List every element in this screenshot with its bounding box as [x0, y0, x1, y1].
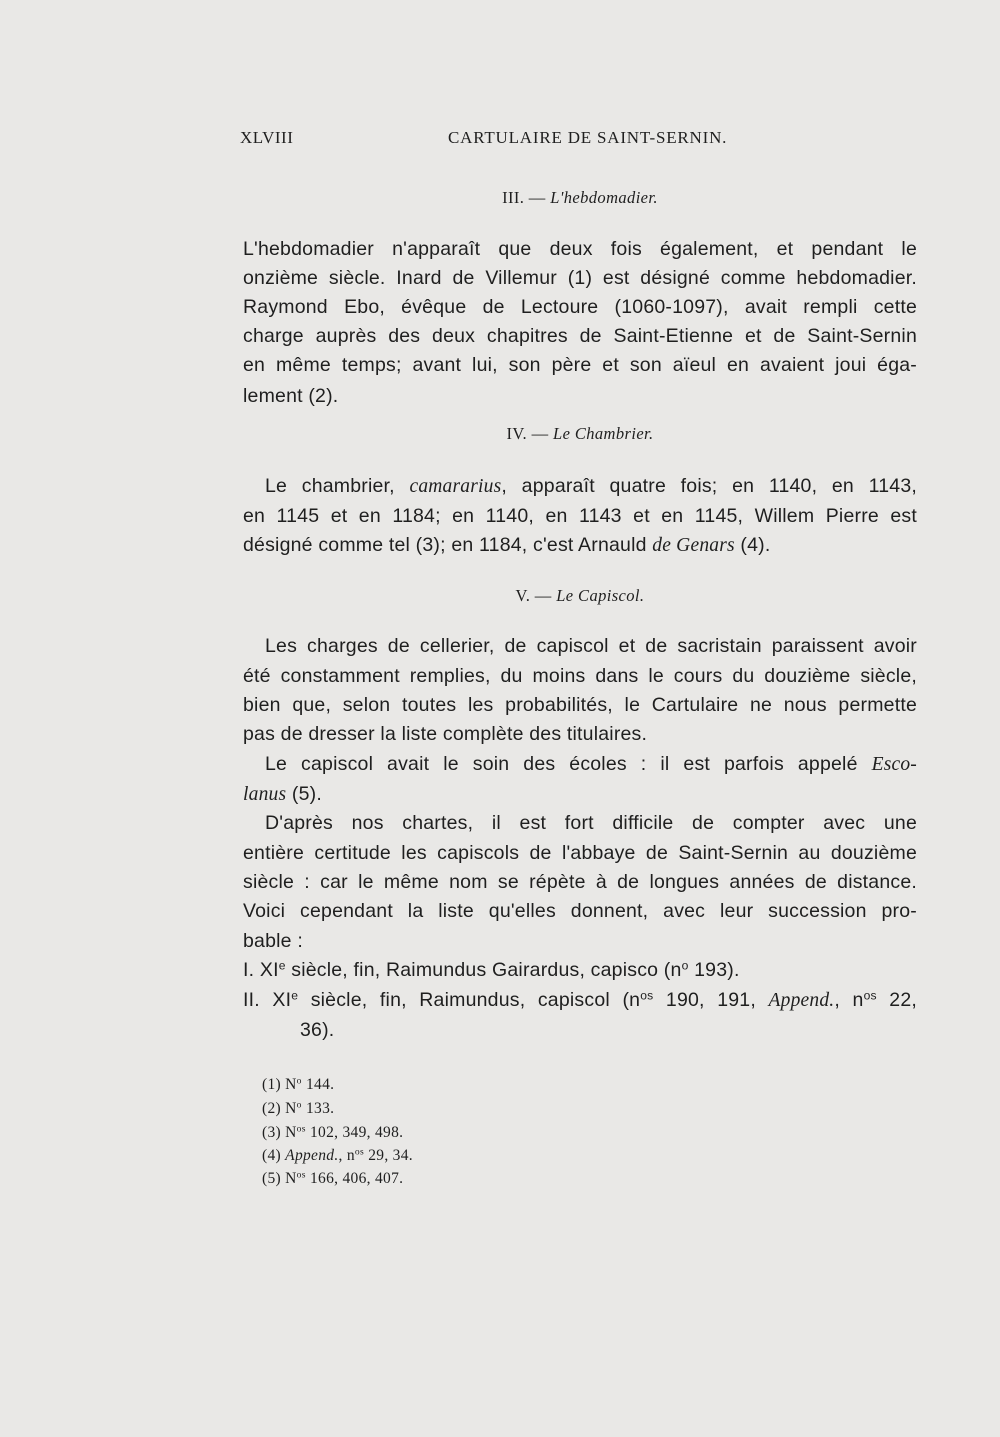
- superscript: o: [681, 958, 689, 973]
- section-title: Le Capiscol.: [556, 586, 645, 605]
- text-run: 22,: [889, 989, 918, 1011]
- text-run: siècle, fin, Raimundus, capiscol (n: [310, 989, 641, 1011]
- superscript: os: [354, 1146, 365, 1158]
- footnote-mark: (4): [262, 1147, 281, 1164]
- superscript: e: [278, 958, 286, 973]
- text-run: , n: [834, 989, 864, 1011]
- italic-term: camararius: [409, 476, 502, 497]
- text-line: entière certitude les capiscols de l'abbaye de Saint-Sernin au douzième: [243, 842, 917, 864]
- text-line: [265, 749, 917, 779]
- text-run: 193).: [694, 959, 740, 981]
- superscript: e: [291, 988, 299, 1003]
- text-run: , apparaît quatre fois; en 1140, en 1143,: [501, 475, 917, 497]
- text-run: 133.: [305, 1100, 335, 1117]
- superscript: os: [296, 1169, 306, 1181]
- text-line: lement (2).: [243, 385, 339, 407]
- text-line: Voici cependant la liste qu'elles donnent, avec leur succession pro-: [243, 900, 917, 922]
- list-item-continuation: 36).: [300, 1019, 335, 1041]
- section-heading-hebdomadier: [240, 188, 920, 208]
- footnote: [262, 1122, 403, 1144]
- text-run: désigné comme tel (3); en 1184, c'est Arnauld: [243, 534, 647, 556]
- text-run: (5).: [291, 783, 322, 805]
- italic-term: Append.: [768, 990, 835, 1011]
- text-line: Raymond Ebo, évêque de Lectoure (1060-1097), avait rempli cette: [243, 296, 917, 318]
- running-title: CARTULAIRE DE SAINT-SERNIN.: [448, 128, 728, 147]
- text-line: bien que, selon toutes les probabilités, le Cartulaire ne nous permette: [243, 694, 917, 716]
- footnote-mark: (1): [262, 1076, 281, 1093]
- text-run: Le capiscol avait le soin des écoles : il est parfois appelé: [265, 753, 858, 775]
- text-run: , n: [338, 1147, 355, 1164]
- text-line: D'après nos chartes, il est fort difficile de compter avec une: [265, 812, 917, 834]
- page-header: [240, 128, 920, 156]
- text-run: N: [285, 1100, 297, 1117]
- section-heading-capiscol: [240, 586, 920, 606]
- text-line: Les charges de cellerier, de capiscol et de sacristain paraissent avoir: [265, 635, 917, 657]
- section-title: L'hebdomadier.: [550, 188, 658, 207]
- footnote-mark: (5): [262, 1170, 281, 1187]
- list-item: [243, 985, 917, 1015]
- superscript: os: [863, 988, 877, 1003]
- text-line: [243, 779, 917, 809]
- text-run: XI: [259, 959, 279, 981]
- text-run: 190, 191,: [665, 989, 756, 1011]
- text-line: en 1145 et en 1184; en 1140, en 1143 et en 1145, Willem Pierre est: [243, 505, 917, 527]
- text-line: charge auprès des deux chapitres de Saint-Etienne et de Saint-Sernin: [243, 325, 917, 347]
- text-run: N: [285, 1124, 297, 1141]
- text-run: 166, 406, 407.: [310, 1170, 404, 1187]
- text-run: siècle, fin, Raimundus Gairardus, capisco (n: [291, 959, 682, 981]
- list-numeral: II.: [243, 989, 260, 1011]
- text-line: pas de dresser la liste complète des titulaires.: [243, 723, 648, 745]
- text-run: 29, 34.: [368, 1147, 413, 1164]
- text-line: [243, 530, 917, 560]
- footnote: [262, 1168, 403, 1190]
- text-line: [265, 471, 917, 501]
- text-run: N: [285, 1170, 297, 1187]
- italic-term: Esco-: [871, 754, 917, 775]
- superscript: os: [640, 988, 654, 1003]
- page-number: XLVIII: [240, 128, 294, 147]
- superscript: o: [296, 1099, 302, 1111]
- section-heading-chambrier: [240, 424, 920, 444]
- text-run: 102, 349, 498.: [310, 1124, 404, 1141]
- section-numeral: III. —: [502, 188, 546, 207]
- footnote: [262, 1074, 334, 1096]
- text-line: été constamment remplies, du moins dans le cours du douzième siècle,: [243, 665, 917, 687]
- text-run: N: [285, 1076, 297, 1093]
- text-line: siècle : car le même nom se répète à de longues années de distance.: [243, 871, 917, 893]
- text-run: Le chambrier,: [265, 475, 395, 497]
- superscript: o: [296, 1075, 302, 1087]
- footnote: [262, 1145, 413, 1167]
- italic-term: Append.: [285, 1147, 339, 1164]
- footnote-mark: (2): [262, 1100, 281, 1117]
- section-numeral: IV. —: [506, 424, 549, 443]
- italic-term: lanus: [243, 784, 287, 805]
- footnote-mark: (3): [262, 1124, 281, 1141]
- text-line: en même temps; avant lui, son père et son aïeul en avaient joui éga-: [243, 354, 917, 376]
- text-run: (4).: [740, 534, 771, 556]
- italic-term: de Genars: [652, 535, 735, 556]
- superscript: os: [296, 1123, 306, 1135]
- section-numeral: V. —: [515, 586, 552, 605]
- section-title: Le Chambrier.: [553, 424, 654, 443]
- list-numeral: I.: [243, 959, 255, 981]
- text-line: L'hebdomadier n'apparaît que deux fois également, et pendant le: [243, 238, 917, 260]
- list-item: [243, 955, 917, 985]
- text-run: XI: [272, 989, 292, 1011]
- text-line: bable :: [243, 930, 303, 952]
- text-run: 144.: [305, 1076, 335, 1093]
- text-line: onzième siècle. Inard de Villemur (1) est désigné comme hebdomadier.: [243, 267, 917, 289]
- footnote: [262, 1098, 334, 1120]
